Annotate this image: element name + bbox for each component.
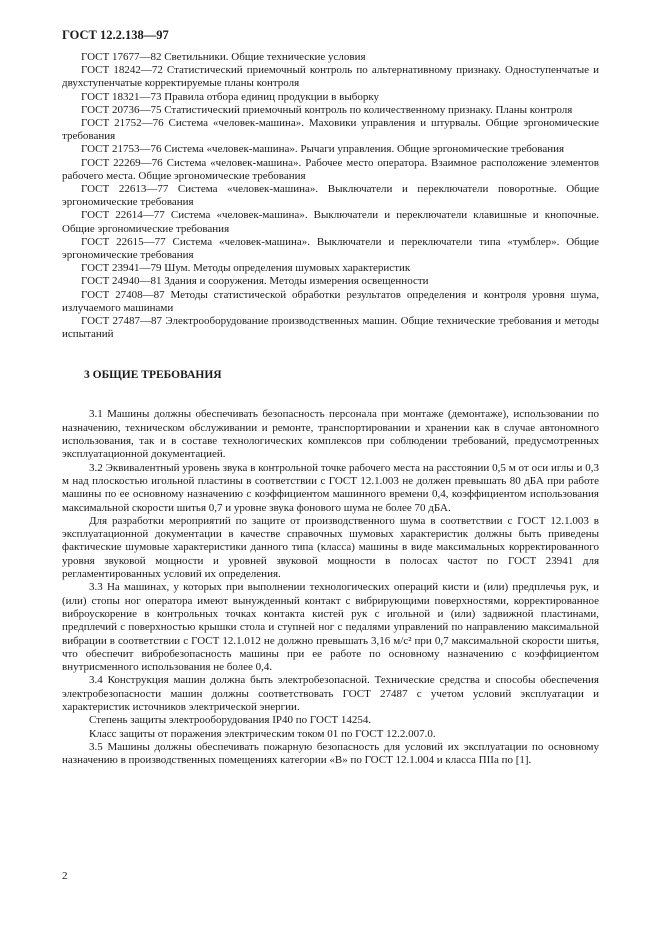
paragraph: Степень защиты электрооборудования IP40 по ГОСТ 14254. (89, 714, 372, 727)
paragraph: 3.1 Машины должны обеспечивать безопасность персонала при монтаже (демонтаже), использовании по назначению, техническом обслуживании и ремонте, транспортировании и хранении как в случае автономного использования, так и в составе технологических комплексов при соблюдении требований, предусмотренных эксплуатационной документацией. (62, 408, 599, 461)
reference-item: ГОСТ 21753—76 Система «человек-машина». Рычаги управления. Общие эргономические требования (81, 143, 565, 156)
reference-item: ГОСТ 22615—77 Система «человек-машина». Выключатели и переключатели типа «тумблер». Общие эргономические требования (62, 235, 599, 262)
reference-item: ГОСТ 24940—81 Здания и сооружения. Методы измерения освещенности (81, 275, 429, 288)
document-code-header: ГОСТ 12.2.138—97 (62, 28, 169, 42)
reference-item: ГОСТ 22614—77 Система «человек-машина». Выключатели и переключатели клавишные и кнопочные. Общие эргономические требования (62, 209, 599, 235)
document-page (62, 28, 599, 767)
paragraph: 3.2 Эквивалентный уровень звука в контрольной точке рабочего места на расстоянии 0,5 м от оси иглы и 0,3 м над плоскостью игольной пластины в соответствии с ГОСТ 12.1.003 не должен превышать 80 дБА при работе машины по ее основному назначению с коэффициентом машинного времени 0,4, коэффициентом использования максимальной скорости шитья 0,7 и уровне звука фонового шума не более 70 дБА. (62, 461, 599, 514)
reference-item: ГОСТ 18321—73 Правила отбора единиц продукции в выборку (81, 90, 380, 103)
reference-item: ГОСТ 27408—87 Методы статистической обработки результатов определения и контроля уровня шума, излучаемого машинами (62, 288, 599, 314)
reference-item: ГОСТ 22613—77 Система «человек-машина». Выключатели и переключатели поворотные. Общие эргономические требования (62, 183, 599, 209)
reference-item: ГОСТ 22269—76 Система «человек-машина». Рабочее место оператора. Взаимное расположение элементов рабочего места. Общие эргономические требования (62, 156, 599, 182)
normative-references-list (62, 51, 599, 341)
reference-item: ГОСТ 27487—87 Электрооборудование производственных машин. Общие технические требования и методы испытаний (62, 315, 599, 341)
reference-item: ГОСТ 23941—79 Шум. Методы определения шумовых характеристик (81, 262, 411, 275)
reference-item: ГОСТ 20736—75 Статистический приемочный контроль по количественному признаку. Планы контроля (81, 103, 573, 116)
page-number: 2 (62, 870, 68, 882)
paragraph: 3.4 Конструкция машин должна быть электробезопасной. Технические средства и способы обеспечения электробезопасности машин должны соответствовать ГОСТ 27487 с учетом условий эксплуатации и характеристик источников электрической энергии. (62, 674, 599, 713)
reference-item: ГОСТ 21752—76 Система «человек-машина». Маховики управления и штурвалы. Общие эргономические требования (62, 117, 599, 143)
section-heading: 3 ОБЩИЕ ТРЕБОВАНИЯ (84, 369, 222, 382)
reference-item: ГОСТ 18242—72 Статистический приемочный контроль по альтернативному признаку. Одноступенчатые и двухступенчатые корректируемые планы контроля (62, 64, 599, 90)
paragraph: 3.5 Машины должны обеспечивать пожарную безопасность для условий их эксплуатации по основному назначению в производственных помещениях категории «В» по ГОСТ 12.1.004 и класса ПIIa по [1]. (62, 740, 599, 767)
paragraph: 3.3 На машинах, у которых при выполнении технологических операций кисти и (или) предплечья рук, и (или) стопы ног оператора имеют вынужденный контакт с вибрирующими поверхностями, корректированное виброускорение в контрольных точках контакта кистей рук с игольной и (или) задвижной пластинами, предплечий с поверхностью крышки стола и ступней ног с педалями управлений по направлению максимальной вибрации в соответствии с ГОСТ 12.1.012 не должно превышать 3,16 м/с² при 0,7 максимальной скорости шитья, что обеспечит вибробезопасность машины при ее работе по основному назначению с коэффициентом внутрисменного использования не более 0,4. (62, 581, 599, 674)
section-body (62, 408, 599, 767)
reference-item: ГОСТ 17677—82 Светильники. Общие технические условия (81, 51, 366, 63)
paragraph: Класс защиты от поражения электрическим током 01 по ГОСТ 12.2.007.0. (89, 727, 436, 740)
paragraph: Для разработки мероприятий по защите от производственного шума в соответствии с ГОСТ 12.1.003 в эксплуатационной документации в качестве справочных шумовых характеристик должны быть приведены фактические шумовые характеристики данного типа (класса) машины в виде максимальных корректированного уровня звуковой мощности и уровней звуковой мощности в полосах частот по ГОСТ 23941 для регламентированных условий их определения. (62, 514, 599, 581)
